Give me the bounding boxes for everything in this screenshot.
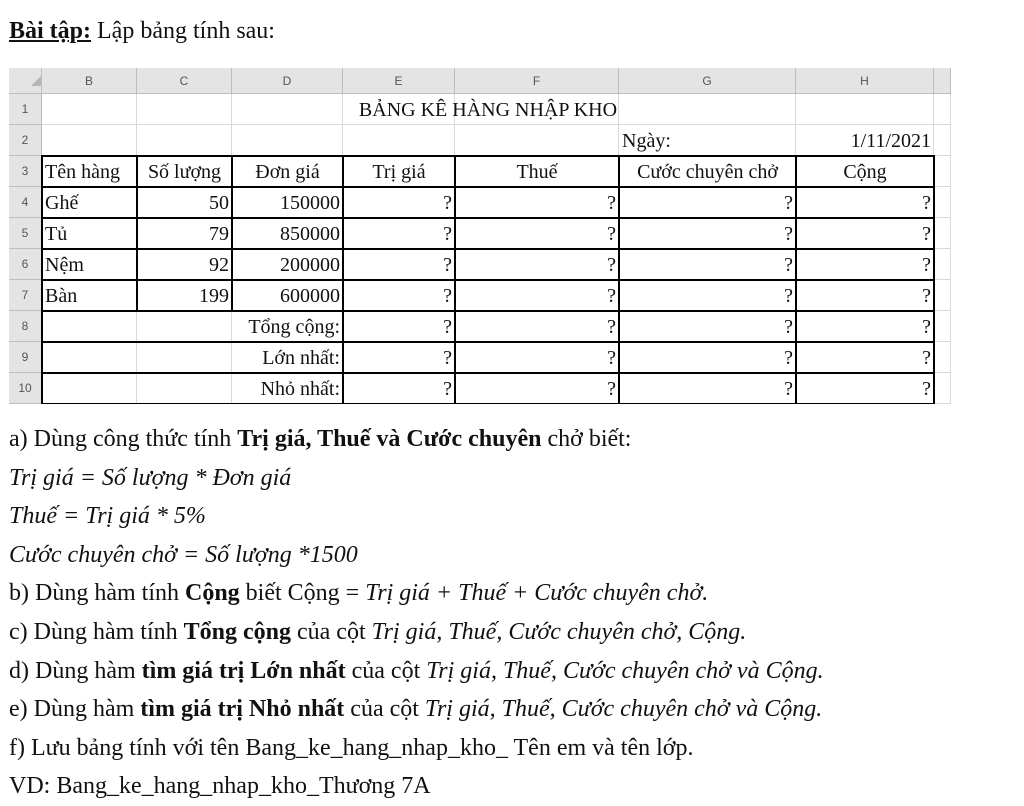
placeholder-cell: ? [443,346,452,369]
summary-label: Tổng cộng: [248,315,340,338]
item-quantity: 199 [199,284,229,307]
item-unit-price: 200000 [280,253,340,276]
column-header[interactable]: E [343,68,455,94]
item-name: Nệm [45,253,84,276]
item-name: Bàn [45,284,78,307]
placeholder-cell: ? [607,222,616,245]
spreadsheet-image [9,68,951,404]
example-filename: VD: Bang_ke_hang_nhap_kho_Thương 7A [9,773,431,800]
item-unit-price: 600000 [280,284,340,307]
column-header[interactable]: F [455,68,619,94]
column-header[interactable]: D [232,68,343,94]
gridline [950,94,951,404]
placeholder-cell: ? [607,284,616,307]
column-header[interactable]: G [619,68,796,94]
placeholder-cell: ? [922,377,931,400]
instruction-b: b) Dùng hàm tính Cộng biết Cộng = Trị giá + Thuế + Cước chuyên chở. [9,580,709,607]
placeholder-cell: ? [784,377,793,400]
placeholder-cell: ? [922,284,931,307]
item-name: Ghế [45,191,79,214]
column-title: Cộng [843,160,887,183]
item-unit-price: 150000 [280,191,340,214]
instructions [9,420,824,806]
placeholder-cell: ? [784,253,793,276]
row-header[interactable]: 8 [9,311,42,342]
placeholder-cell: ? [607,253,616,276]
column-title: Trị giá [372,160,426,183]
instruction-d: d) Dùng hàm tìm giá trị Lớn nhất của cột Trị giá, Thuế, Cước chuyên chở và Cộng. [9,657,824,684]
placeholder-cell: ? [443,315,452,338]
placeholder-cell: ? [443,222,452,245]
column-title: Cước chuyên chở [637,160,778,183]
formula-cuoc: Cước chuyên chở = Số lượng *1500 [9,541,358,568]
item-unit-price: 850000 [280,222,340,245]
placeholder-cell: ? [922,253,931,276]
placeholder-cell: ? [607,315,616,338]
row-header[interactable]: 9 [9,342,42,373]
placeholder-cell: ? [443,377,452,400]
item-quantity: 50 [209,191,229,214]
column-header[interactable]: C [137,68,232,94]
summary-label: Lớn nhất: [262,346,340,369]
column-header[interactable]: H [796,68,934,94]
placeholder-cell: ? [607,377,616,400]
column-header[interactable] [934,68,951,94]
item-quantity: 92 [209,253,229,276]
column-title: Đơn giá [255,160,320,183]
row-header[interactable]: 7 [9,280,42,311]
placeholder-cell: ? [784,284,793,307]
placeholder-cell: ? [784,315,793,338]
placeholder-cell: ? [443,284,452,307]
date-label: Ngày: [622,129,671,152]
formula-tri-gia: Trị giá = Số lượng * Đơn giá [9,464,292,491]
row-header[interactable]: 6 [9,249,42,280]
column-title: Số lượng [147,160,222,183]
exercise-instruction: Lập bảng tính sau: [91,18,275,44]
row-header[interactable]: 5 [9,218,42,249]
placeholder-cell: ? [784,346,793,369]
placeholder-cell: ? [922,315,931,338]
placeholder-cell: ? [784,222,793,245]
instruction-a: a) Dùng công thức tính Trị giá, Thuế và Cước chuyên chở biết: [9,426,632,452]
placeholder-cell: ? [443,191,452,214]
row-header[interactable]: 3 [9,156,42,187]
formula-thue: Thuế = Trị giá * 5% [9,503,206,530]
placeholder-cell: ? [443,253,452,276]
select-all-triangle [31,76,41,86]
column-title: Tên hàng [45,160,120,183]
table-title: BẢNG KÊ HÀNG NHẬP KHO [358,98,618,121]
date-value: 1/11/2021 [850,129,931,152]
instruction-f: f) Lưu bảng tính với tên Bang_ke_hang_nhap_kho_ Tên em và tên lớp. [9,734,694,761]
row-header[interactable]: 1 [9,94,42,125]
placeholder-cell: ? [607,346,616,369]
instruction-c: c) Dùng hàm tính Tổng cộng của cột Trị giá, Thuế, Cước chuyên chở, Cộng. [9,618,747,645]
summary-label: Nhỏ nhất: [260,377,340,400]
row-header[interactable]: 2 [9,125,42,156]
item-name: Tủ [45,222,68,245]
placeholder-cell: ? [922,222,931,245]
column-header[interactable]: B [42,68,137,94]
row-header[interactable]: 10 [9,373,42,404]
placeholder-cell: ? [607,191,616,214]
placeholder-cell: ? [922,191,931,214]
exercise-heading [9,14,275,48]
exercise-label: Bài tập: [9,18,92,44]
instruction-e: e) Dùng hàm tìm giá trị Nhỏ nhất của cột Trị giá, Thuế, Cước chuyên chở và Cộng. [9,696,823,723]
row-header[interactable]: 4 [9,187,42,218]
column-title: Thuế [516,160,558,183]
placeholder-cell: ? [784,191,793,214]
placeholder-cell: ? [922,346,931,369]
item-quantity: 79 [209,222,229,245]
